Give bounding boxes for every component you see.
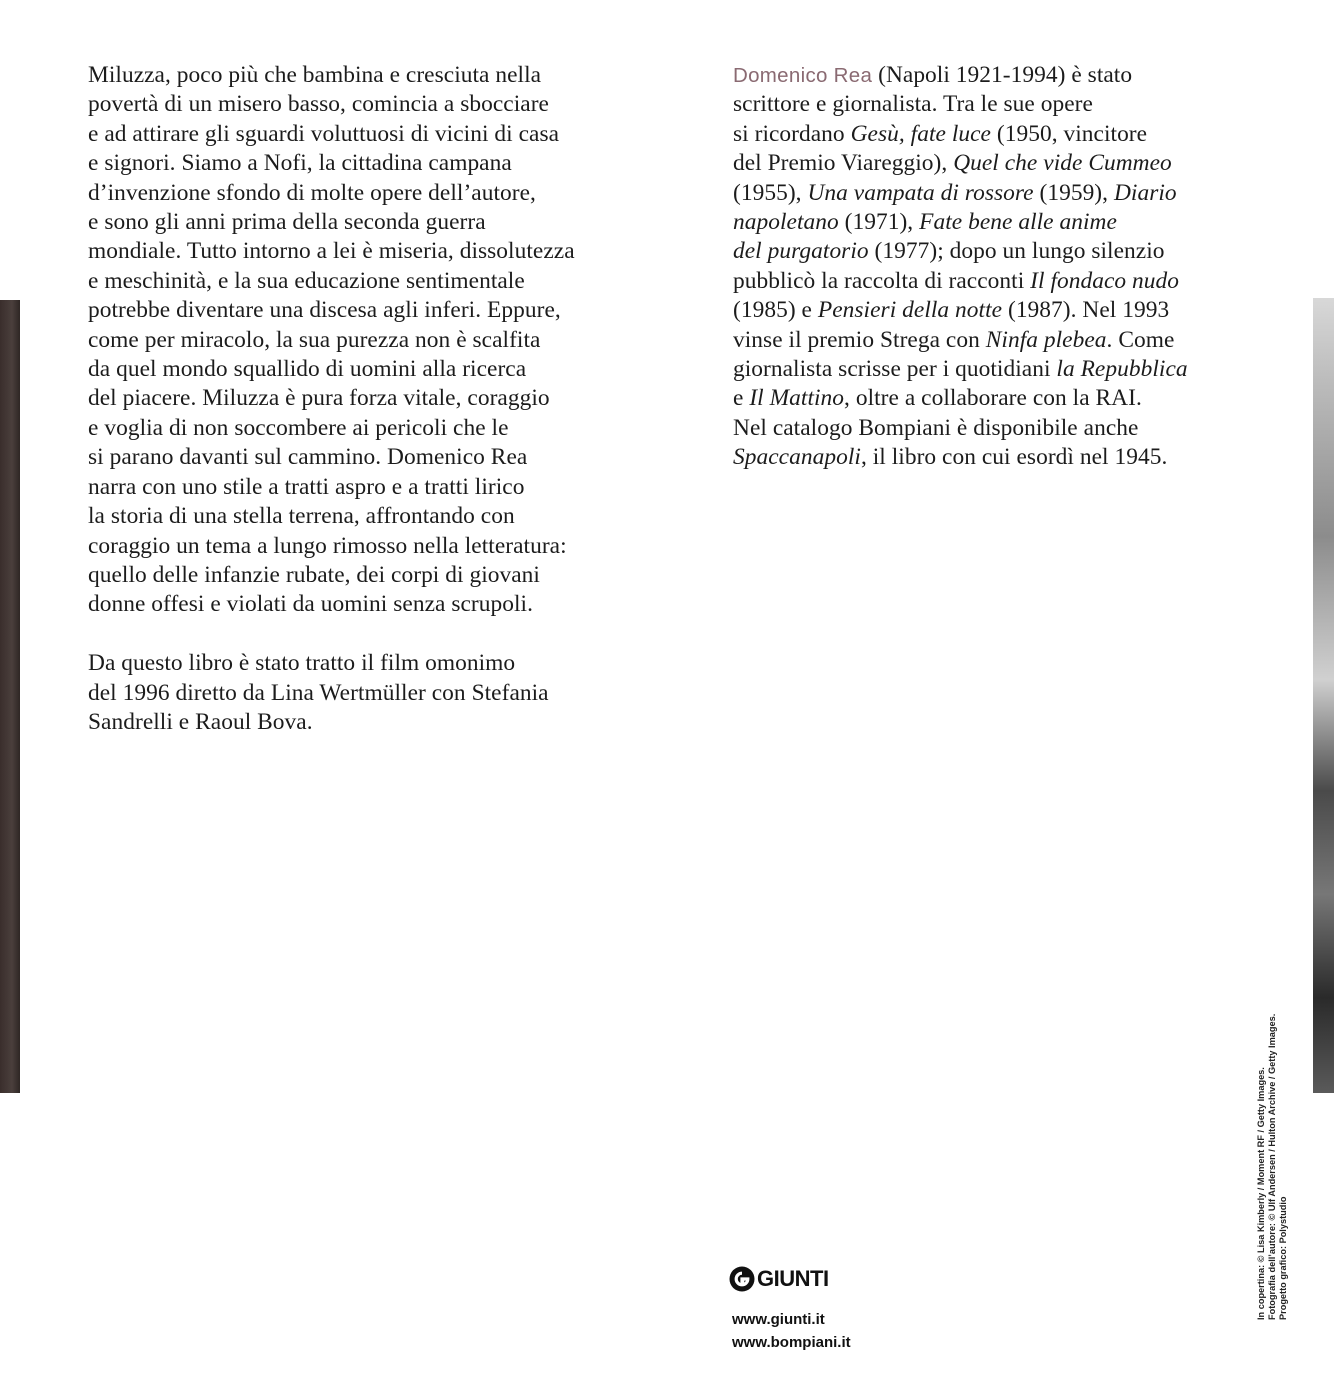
bio-line: (1985) e Pensieri della notte (1987). Nel 1993	[733, 297, 1170, 324]
author-name: Domenico Rea	[733, 64, 873, 87]
bio-line: Spaccanapoli, il libro con cui esordì nel 1945.	[733, 444, 1168, 471]
publisher-urls	[732, 1308, 851, 1354]
synopsis-line: coraggio un tema a lungo rimosso nella letteratura:	[88, 532, 567, 559]
author-bio-column	[733, 61, 1293, 473]
bio-line: Domenico Rea (Napoli 1921-1994) è stato	[733, 62, 1133, 88]
synopsis-line: povertà di un misero basso, comincia a sbocciare	[88, 91, 549, 118]
work-title: Spaccanapoli	[733, 444, 861, 471]
synopsis-line: da quel mondo squallido di uomini alla ricerca	[88, 356, 527, 383]
synopsis-line: narra con uno stile a tratti aspro e a tratti lirico	[88, 473, 525, 500]
synopsis-line: mondiale. Tutto intorno a lei è miseria, dissolutezza	[88, 238, 575, 265]
synopsis-paragraph	[88, 61, 628, 620]
bio-line: e Il Mattino, oltre a collaborare con la RAI.	[733, 385, 1142, 412]
synopsis-line: d’invenzione sfondo di molte opere dell’autore,	[88, 179, 536, 206]
synopsis-line: Miluzza, poco più che bambina e cresciuta nella	[88, 62, 542, 88]
work-title: Pensieri della notte	[817, 297, 1003, 324]
credit-line: Fotografia dell’autore: © Ulf Andersen / Hulton Archive / Getty Images.	[1267, 1013, 1278, 1320]
logo-text: GIUNTI	[757, 1266, 829, 1291]
bio-line: giornalista scrisse per i quotidiani la Repubblica	[733, 356, 1188, 383]
giunti-logo	[729, 1264, 829, 1294]
synopsis-line: e ad attirare gli sguardi voluttuosi di vicini di casa	[88, 120, 560, 147]
bio-line: (1955), Una vampata di rossore (1959), Diario	[733, 179, 1177, 206]
work-title: Quel che vide Cummeo	[953, 150, 1172, 177]
giunti-logo-icon	[729, 1266, 755, 1292]
credit-line: In copertina: © Lisa Kimberly / Moment RF / Getty Images.	[1256, 1067, 1266, 1320]
image-credits	[1256, 1014, 1290, 1320]
synopsis-line: e voglia di non soccombere ai pericoli che le	[88, 414, 509, 441]
synopsis-line: e sono gli anni prima della seconda guerra	[88, 209, 486, 236]
work-title: napoletano	[733, 209, 839, 236]
synopsis-line: donne offesi e violati da uomini senza scrupoli.	[88, 591, 533, 618]
synopsis-line: come per miracolo, la sua purezza non è scalfita	[88, 326, 541, 353]
synopsis-column	[88, 61, 628, 737]
bio-line: del purgatorio (1977); dopo un lungo silenzio	[733, 238, 1165, 265]
synopsis-line: la storia di una stella terrena, affrontando con	[88, 503, 515, 530]
synopsis-line: quello delle infanzie rubate, dei corpi di giovani	[88, 561, 540, 588]
synopsis-line: potrebbe diventare una discesa agli inferi. Eppure,	[88, 297, 561, 324]
bio-line: vinse il premio Strega con Ninfa plebea. Come	[733, 326, 1175, 353]
film-note-paragraph	[88, 649, 628, 737]
bompiani-url-link[interactable]: www.bompiani.it	[732, 1334, 851, 1351]
credit-line: Progetto grafico: Polystudio	[1278, 1196, 1289, 1320]
work-title: Diario	[1113, 179, 1177, 206]
bio-line: scrittore e giornalista. Tra le sue opere	[733, 91, 1093, 118]
work-title: Fate bene alle anime	[919, 209, 1117, 236]
synopsis-line: del piacere. Miluzza è pura forza vitale, coraggio	[88, 385, 550, 412]
synopsis-line: e meschinità, e la sua educazione sentimentale	[88, 267, 525, 294]
synopsis-line: e signori. Siamo a Nofi, la cittadina campana	[88, 150, 512, 177]
bio-line: del Premio Viareggio), Quel che vide Cummeo	[733, 150, 1172, 177]
bio-line: napoletano (1971), Fate bene alle anime	[733, 209, 1117, 236]
cover-photo-edge-right	[1313, 298, 1334, 1093]
work-title: Una vampata di rossore	[807, 179, 1034, 206]
work-title: Il Mattino	[749, 385, 845, 412]
synopsis-line: si parano davanti sul cammino. Domenico Rea	[88, 444, 528, 471]
work-title: Ninfa plebea	[985, 326, 1107, 353]
giunti-url-link[interactable]: www.giunti.it	[732, 1311, 825, 1328]
work-title: Il fondaco nudo	[1030, 267, 1180, 294]
bio-line: pubblicò la raccolta di racconti Il fondaco nudo	[733, 267, 1180, 294]
work-title: Gesù, fate luce	[850, 120, 991, 147]
paragraph-gap	[88, 620, 628, 649]
film-note-line: Sandrelli e Raoul Bova.	[88, 708, 313, 735]
bio-line: si ricordano Gesù, fate luce (1950, vincitore	[733, 120, 1148, 147]
film-note-line: del 1996 diretto da Lina Wertmüller con Stefania	[88, 679, 549, 706]
film-note-line: Da questo libro è stato tratto il film omonimo	[88, 650, 516, 677]
bio-line: Nel catalogo Bompiani è disponibile anche	[733, 414, 1139, 441]
work-title: la Repubblica	[1056, 356, 1188, 383]
work-title: del purgatorio	[733, 238, 869, 265]
cover-photo-edge-left	[0, 300, 20, 1093]
